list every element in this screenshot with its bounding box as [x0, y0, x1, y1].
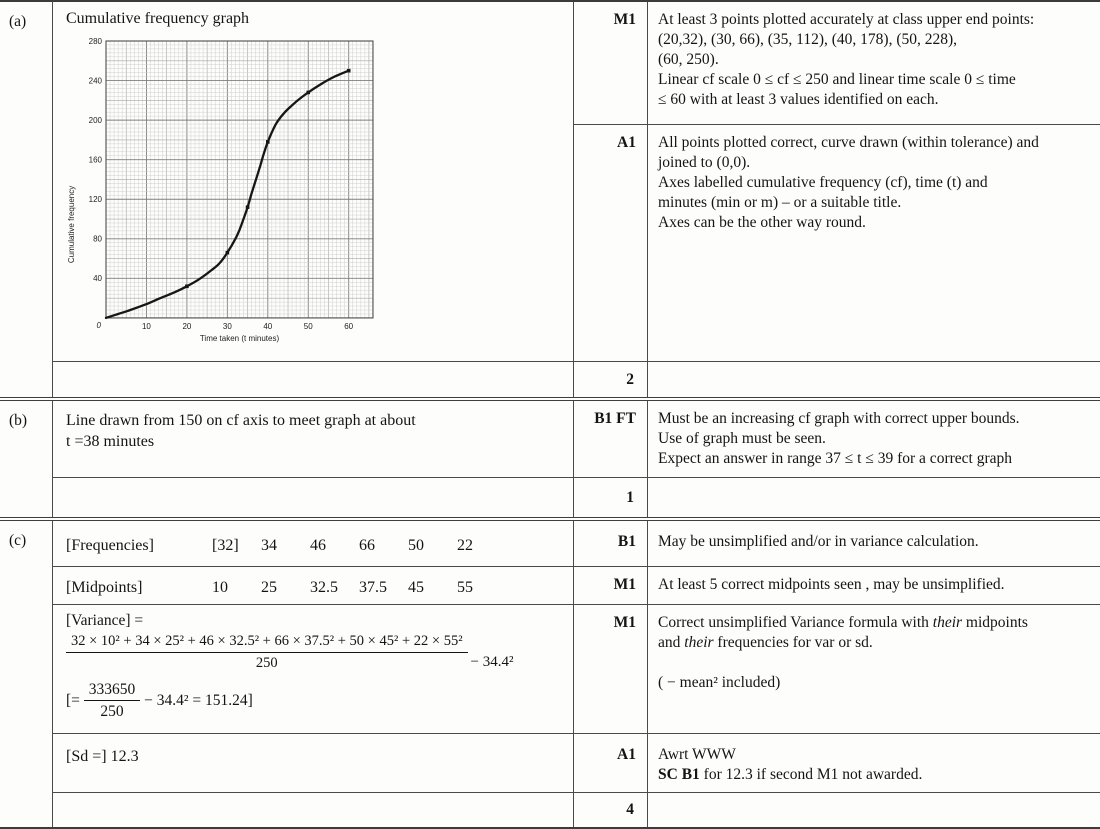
- svg-text:40: 40: [263, 321, 273, 331]
- mark-c-a1: A1: [617, 746, 636, 763]
- comment-line: At least 5 correct midpoints seen , may be unsimplified.: [658, 576, 1005, 593]
- marks-total-c: [573, 792, 647, 827]
- part-b-answer-cell: [52, 401, 573, 477]
- comment-line: ( − mean² included): [658, 674, 781, 691]
- mark-c-b1: B1: [617, 533, 636, 550]
- frequency-value: 66: [359, 537, 375, 554]
- midpoint-value: 10: [212, 579, 228, 596]
- svg-text:30: 30: [222, 321, 232, 331]
- result-denominator: 250: [100, 703, 124, 720]
- svg-text:120: 120: [88, 195, 102, 205]
- mark-a-a1: A1: [617, 134, 636, 151]
- comment-line: ≤ 60 with at least 3 values identified on each.: [658, 91, 939, 108]
- comment-text: Correct unsimplified Variance formula with: [658, 614, 933, 631]
- svg-text:200: 200: [88, 115, 102, 125]
- empty-comment-cell: [647, 361, 1100, 397]
- comment-cell-c-m1-variance: [647, 604, 1100, 733]
- comment-cell-c-b1: [647, 521, 1100, 566]
- mark-cell-a-m1: [573, 2, 647, 124]
- comment-spacer: [658, 653, 1096, 673]
- variance-label: [Variance] =: [66, 612, 144, 629]
- svg-text:280: 280: [88, 36, 102, 46]
- frequency-value: 50: [408, 537, 424, 554]
- mark-cell-a-a1: [573, 124, 647, 361]
- comment-line: [658, 613, 1096, 633]
- comment-line: Expect an answer in range 37 ≤ t ≤ 39 for a correct graph: [658, 450, 1012, 467]
- part-b-label-text: (b): [9, 412, 28, 429]
- part-a-label: [0, 2, 52, 397]
- midpoints-values: [212, 577, 502, 598]
- midpoints-label: [Midpoints]: [66, 579, 143, 596]
- variance-subtract-term: − 34.4²: [470, 653, 514, 670]
- svg-text:240: 240: [88, 76, 102, 86]
- comment-text: frequencies for var or sd.: [713, 634, 873, 651]
- comment-line: [658, 765, 1096, 785]
- frequency-value: [32]: [212, 537, 239, 554]
- cumulative-frequency-chart: [64, 33, 384, 345]
- midpoint-value: 32.5: [310, 579, 338, 596]
- variance-row: [52, 604, 573, 733]
- result-prefix: [=: [66, 692, 80, 709]
- mark-cell-b: [573, 401, 647, 477]
- comment-line: joined to (0,0).: [658, 154, 751, 171]
- part-a-label-text: (a): [9, 13, 27, 30]
- comment-line: At least 3 points plotted accurately at class upper end points:: [658, 11, 1035, 28]
- svg-text:20: 20: [182, 321, 192, 331]
- comment-line: [658, 633, 1096, 653]
- frequencies-row: [52, 521, 573, 566]
- comment-line: All points plotted correct, curve drawn (within tolerance) and: [658, 134, 1039, 151]
- part-c-label: [0, 521, 52, 827]
- midpoints-row: [52, 566, 573, 604]
- part-a-answer-cell: [52, 2, 573, 361]
- comment-italic: their: [684, 634, 714, 651]
- svg-text:Cumulative frequency: Cumulative frequency: [67, 185, 76, 264]
- variance-denominator: 250: [255, 655, 278, 671]
- empty-answer-cell: [52, 477, 573, 517]
- svg-text:160: 160: [88, 155, 102, 165]
- frequency-value: 46: [310, 537, 326, 554]
- comment-text: and: [658, 634, 685, 651]
- mark-c-m1-midpoints: M1: [613, 576, 636, 593]
- comment-line: Linear cf scale 0 ≤ cf ≤ 250 and linear time scale 0 ≤ time: [658, 71, 1016, 88]
- comment-italic: their: [932, 614, 963, 631]
- comment-line: (20,32), (30, 66), (35, 112), (40, 178), (50, 228),: [658, 31, 958, 48]
- empty-comment-cell: [647, 477, 1100, 517]
- marks-total-a-value: 2: [626, 370, 634, 388]
- variance-result: [66, 680, 569, 721]
- marks-total-c-value: 4: [626, 801, 634, 818]
- comment-cell-a-m1: [647, 2, 1100, 124]
- comment-line: May be unsimplified and/or in variance calculation.: [658, 533, 979, 550]
- variance-numerator: 32 × 10² + 34 × 25² + 46 × 32.5² + 66 × 37.5² + 50 × 45² + 22 × 55²: [66, 632, 468, 653]
- empty-answer-cell: [52, 792, 573, 827]
- empty-comment-cell: [647, 792, 1100, 827]
- midpoint-value: 55: [457, 579, 473, 596]
- result-suffix: − 34.4² = 151.24]: [144, 692, 253, 709]
- comment-line: (60, 250).: [658, 51, 719, 68]
- comment-line: Must be an increasing cf graph with correct upper bounds.: [658, 410, 1020, 427]
- frequency-value: 34: [261, 537, 277, 554]
- svg-text:80: 80: [93, 234, 102, 244]
- result-numerator: 333650: [84, 680, 141, 701]
- svg-text:Time taken (t minutes): Time taken (t minutes): [199, 333, 280, 343]
- part-b-label: [0, 401, 52, 517]
- comment-line: Axes labelled cumulative frequency (cf), time (t) and: [658, 174, 988, 191]
- svg-text:10: 10: [141, 321, 151, 331]
- svg-text:0: 0: [96, 320, 101, 330]
- marks-total-b-value: 1: [626, 488, 634, 506]
- comment-text: midpoints: [962, 614, 1028, 631]
- empty-answer-cell: [52, 361, 573, 397]
- comment-line: Axes can be the other way round.: [658, 214, 866, 231]
- result-fraction: [84, 680, 141, 721]
- mark-b-b1ft: B1 FT: [594, 410, 636, 427]
- midpoint-value: 45: [408, 579, 424, 596]
- comment-line: Use of graph must be seen.: [658, 430, 826, 447]
- midpoint-value: 25: [261, 579, 277, 596]
- marks-total-a: [573, 361, 647, 397]
- mark-cell-c-b1: [573, 521, 647, 566]
- comment-cell-c-a1: [647, 733, 1100, 792]
- answer-line: Line drawn from 150 on cf axis to meet graph at about: [66, 412, 416, 429]
- svg-text:60: 60: [344, 321, 354, 331]
- svg-text:50: 50: [303, 321, 313, 331]
- answer-line: t =38 minutes: [66, 433, 155, 450]
- comment-cell-c-m1-midpoints: [647, 566, 1100, 604]
- frequency-value: 22: [457, 537, 473, 554]
- frequencies-label: [Frequencies]: [66, 537, 154, 554]
- chart-title: Cumulative frequency graph: [66, 10, 250, 27]
- svg-text:40: 40: [93, 274, 102, 284]
- variance-fraction: [66, 632, 468, 673]
- part-c-label-text: (c): [9, 532, 27, 549]
- mark-c-m1-variance: M1: [613, 614, 636, 631]
- sd-value: [Sd =] 12.3: [66, 748, 139, 765]
- midpoint-value: 37.5: [359, 579, 387, 596]
- comment-text: for 12.3 if second M1 not awarded.: [699, 766, 923, 783]
- mark-cell-c-m1-midpoints: [573, 566, 647, 604]
- comment-bold: SC B1: [658, 766, 700, 783]
- comment-line: minutes (min or m) – or a suitable title.: [658, 194, 902, 211]
- mark-cell-c-a1: [573, 733, 647, 792]
- comment-line: Awrt WWW: [658, 746, 736, 763]
- marks-total-b: [573, 477, 647, 517]
- sd-row: [52, 733, 573, 792]
- frequencies-values: [212, 535, 502, 556]
- mark-a-m1: M1: [613, 11, 636, 28]
- variance-formula: [66, 632, 569, 673]
- mark-cell-c-m1-variance: [573, 604, 647, 733]
- comment-cell-a-a1: [647, 124, 1100, 361]
- comment-cell-b: [647, 401, 1100, 477]
